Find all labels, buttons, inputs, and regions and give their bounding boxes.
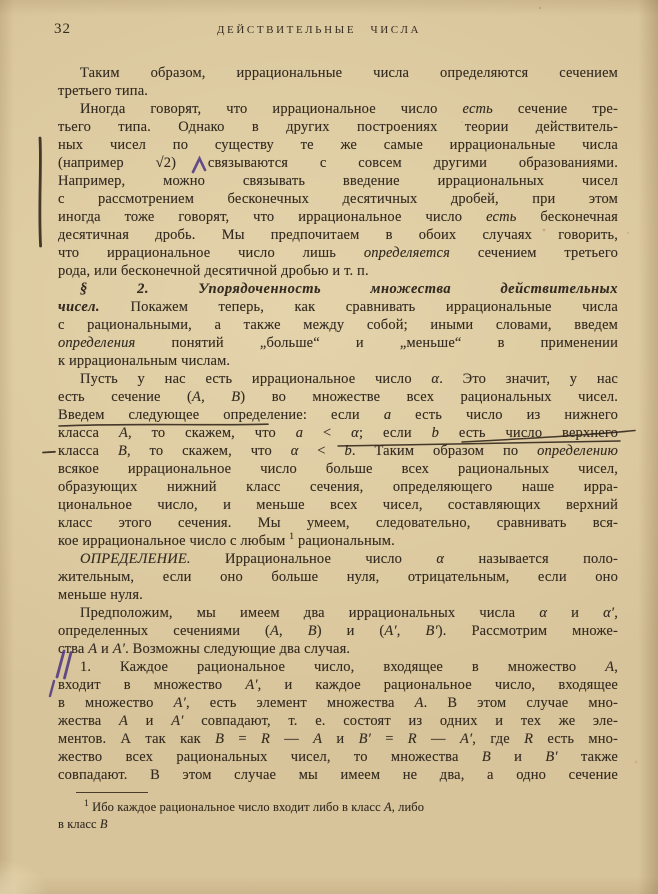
text-line: в класс B [58, 816, 108, 831]
text-line: жества A и A′ совпадают, т. е. состоят из одних и тех же эле- [58, 713, 618, 729]
footnote [58, 792, 578, 832]
text-line: определенных сечениями (A, B) и (A′, B′). Рассмотрим множе- [58, 623, 618, 639]
running-head: ДЕЙСТВИТЕЛЬНЫЕ ЧИСЛА [216, 24, 422, 36]
text-line: кое иррациональное число с любым $^1$ рациональным. [58, 532, 395, 549]
text-line: жительным, если оно больше нуля, отрицательным, если оно [58, 569, 618, 585]
text-line: меньше нуля. [58, 587, 143, 603]
text-line: определения понятий „больше“ и „меньше“ в применении [58, 335, 618, 351]
text-line: с рациональными, а также между собой; иными словами, введем [58, 317, 618, 333]
text-line: жество всех рациональных чисел, то множества B и B′ также [58, 749, 618, 765]
text-line: ментов. А так как B = R — A и B′ = R — A′, где R есть мно- [58, 731, 618, 747]
text-line: с рассмотрением бесконечных десятичных дробей, при этом [58, 191, 618, 207]
text-line: третьего типа. [58, 83, 149, 99]
text-line: Введем следующее определение: если a есть число из нижнего [58, 407, 619, 423]
footnote-text [58, 799, 578, 832]
text-line: класса A, то скажем, что a < α; если b есть число верхнего [58, 425, 618, 441]
text-line: ства A и A′. Возможны следующие два случая. [58, 641, 351, 657]
text-line: (например √2) связываются с совсем другими образованиями. [58, 155, 618, 171]
text-line: § 2. Упорядоченность множества действительных [80, 281, 618, 297]
text-line: класс этого сечения. Мы умеем, следовательно, сравнивать вся- [58, 515, 618, 531]
margin-line-annotation [40, 138, 41, 246]
text-line: иногда тоже говорят, что иррациональное число есть бесконечная [58, 209, 618, 225]
text-line: в множество A′, есть элемент множества A. В этом случае мно- [58, 695, 618, 711]
text-line: есть сечение (A, B) во множестве всех рациональных чисел. [58, 389, 618, 405]
text-line: Например, можно связывать введение иррациональных чисел [58, 173, 618, 189]
text-line: ных чисел по существу те же самые иррациональные числа [58, 137, 618, 153]
text-line: Таким образом, иррациональные числа определяются сечением [80, 65, 618, 81]
text-line: рода, или бесконечной десятичной дробью и т. п. [58, 263, 369, 279]
text-line: входит в множество A′, и каждое рациональное число, входящее [58, 677, 618, 693]
text-line: $^1$ Ибо каждое рациональное число входит либо в класс A, либо [84, 798, 425, 814]
text-line: всякое иррациональное число больше всех рациональных чисел, [58, 461, 618, 477]
text-line: чисел. Покажем теперь, как сравнивать иррациональные числа [58, 299, 618, 315]
text-line: циональное число, и меньше всех чисел, составляющих верхний [58, 497, 618, 513]
text-line: Иногда говорят, что иррациональное число есть сечение тре- [80, 101, 618, 117]
margin-dash-annotation [43, 452, 55, 453]
text-line: тьего типа. Однако в других построениях теории действитель- [58, 119, 618, 135]
small-tick-annotation [50, 681, 54, 696]
text-line: десятичная дробь. Мы предпочитаем в обоих случаях говорить, [58, 227, 618, 243]
body-text [58, 64, 618, 784]
text-line: 1. Каждое рациональное число, входящее в множество A, [80, 659, 618, 675]
text-line: Пусть у нас есть иррациональное число α. Это значит, у нас [80, 371, 618, 387]
footnote-rule [76, 792, 148, 793]
page-number: 32 [54, 21, 71, 37]
text-line: Предположим, мы имеем два иррациональных числа α и α′, [80, 605, 618, 621]
text-line: ОПРЕДЕЛЕНИЕ. Иррациональное число α называется поло- [80, 551, 618, 567]
text-line: совпадают. В этом случае мы имеем не два, а одно сечение [58, 767, 618, 783]
text-line: что иррациональное число лишь определяется сечением третьего [58, 245, 619, 261]
text-line: образующих нижний класс сечения, определяющего наше ирра- [58, 479, 618, 495]
text-line: класса B, то скажем, что α < b. Таким образом по определению [58, 443, 618, 459]
text-line: к иррациональным числам. [58, 353, 231, 369]
